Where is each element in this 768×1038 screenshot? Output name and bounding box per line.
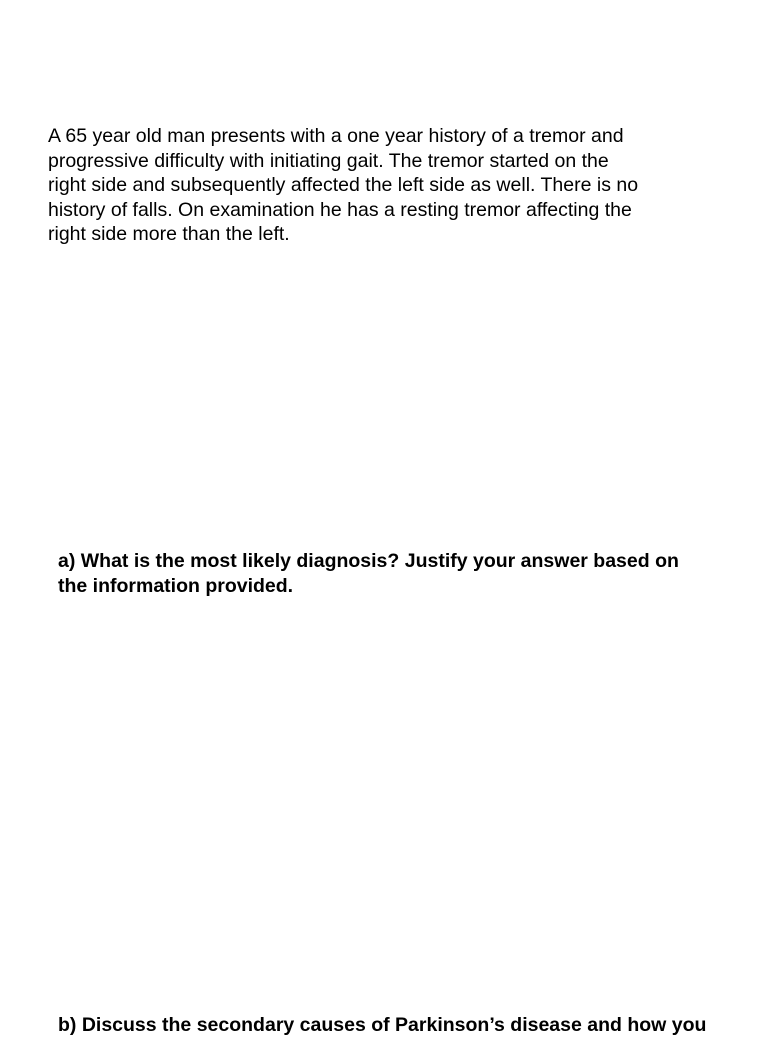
question-a: [58, 549, 748, 598]
case-line: right side more than the left.: [48, 223, 290, 245]
case-line: progressive difficulty with initiating gait. The tremor started on the: [48, 149, 609, 172]
case-line: A 65 year old man presents with a one year history of a tremor and: [48, 125, 624, 147]
question-b-line: b) Discuss the secondary causes of Parkinson’s disease and how you: [58, 1014, 707, 1036]
question-a-line: a) What is the most likely diagnosis? Justify your answer based on: [58, 550, 679, 572]
case-description: [48, 124, 738, 247]
question-b: [58, 1013, 748, 1038]
case-line: right side and subsequently affected the left side as well. There is no: [48, 174, 639, 196]
question-a-line: the information provided.: [58, 574, 294, 597]
case-line: history of falls. On examination he has a resting tremor affecting the: [48, 198, 632, 221]
